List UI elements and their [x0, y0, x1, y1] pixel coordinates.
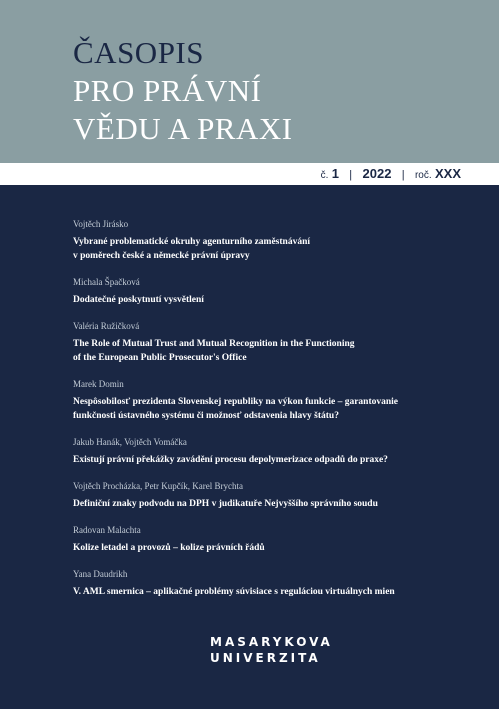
- publisher-line-2: UNIVERZITA: [210, 651, 321, 665]
- article-title-line: Definiční znaky podvodu na DPH v judikatuře Nejvyššího správního soudu: [73, 499, 378, 509]
- article-title: [73, 453, 473, 467]
- journal-title: [73, 34, 293, 148]
- article-author: Radovan Malachta: [73, 525, 141, 535]
- article-title: [73, 235, 473, 263]
- article-title-line: Vybrané problematické okruhy agenturního zaměstnávání: [73, 237, 310, 247]
- volume-number: XXX: [434, 166, 461, 181]
- separator: |: [401, 169, 405, 181]
- article-title: [73, 395, 473, 423]
- article-entry[interactable]: [73, 480, 473, 511]
- article-author: Jakub Hanák, Vojtěch Vomáčka: [73, 437, 187, 447]
- article-title-line: Dodatečné poskytnutí vysvětlení: [73, 295, 204, 305]
- article-title-line: v poměrech české a německé právní úpravy: [73, 251, 250, 261]
- article-title-line: of the European Public Prosecutor's Office: [73, 353, 247, 363]
- article-title: [73, 585, 473, 599]
- article-title: [73, 541, 473, 555]
- publisher-line-1: MASARYKOVA: [210, 635, 333, 649]
- article-entry[interactable]: [73, 524, 473, 555]
- table-of-contents: [73, 218, 473, 612]
- issue-info: [321, 166, 461, 181]
- article-entry[interactable]: [73, 276, 473, 307]
- article-entry[interactable]: [73, 320, 473, 365]
- article-author: Valéria Ružičková: [73, 321, 140, 331]
- separator: |: [349, 169, 353, 181]
- journal-title-line-3: VĚDU A PRAXI: [73, 111, 293, 146]
- article-title-line: Kolize letadel a provozů – kolize právních řádů: [73, 543, 265, 553]
- issue-year: 2022: [362, 166, 392, 181]
- article-title-line: V. AML smernica – aplikačné problémy súvisiace s reguláciou virtuálnych mien: [73, 587, 395, 597]
- header-band: [0, 0, 499, 163]
- article-author: Yana Daudrikh: [73, 569, 128, 579]
- article-author: Michala Špačková: [73, 277, 140, 287]
- journal-title-line-2: PRO PRÁVNÍ: [73, 73, 262, 108]
- article-title: [73, 337, 473, 365]
- article-title-line: Nespôsobilosť prezidenta Slovenskej republiky na výkon funkcie – garantovanie: [73, 397, 399, 407]
- article-entry[interactable]: [73, 436, 473, 467]
- issue-bar: [0, 163, 499, 185]
- article-author: Vojtěch Jirásko: [73, 219, 129, 229]
- article-title-line: Existují právní překážky zavádění procesu depolymerizace odpadů do praxe?: [73, 455, 388, 465]
- article-entry[interactable]: [73, 378, 473, 423]
- volume-label: roč.: [414, 170, 432, 181]
- article-author: Marek Domin: [73, 379, 124, 389]
- article-title: [73, 497, 473, 511]
- article-entry[interactable]: [73, 568, 473, 599]
- article-title: [73, 293, 473, 307]
- issue-number-label: č.: [320, 170, 329, 181]
- article-author: Vojtěch Procházka, Petr Kupčík, Karel Brychta: [73, 481, 244, 491]
- issue-number: 1: [331, 166, 339, 181]
- publisher-logo: [210, 634, 333, 666]
- article-title-line: The Role of Mutual Trust and Mutual Recognition in the Functioning: [73, 339, 355, 349]
- article-title-line: funkčnosti ústavného systému či možnosť odstavenia hlavy štátu?: [73, 411, 339, 421]
- article-entry[interactable]: [73, 218, 473, 263]
- journal-title-line-1: ČASOPIS: [73, 35, 204, 70]
